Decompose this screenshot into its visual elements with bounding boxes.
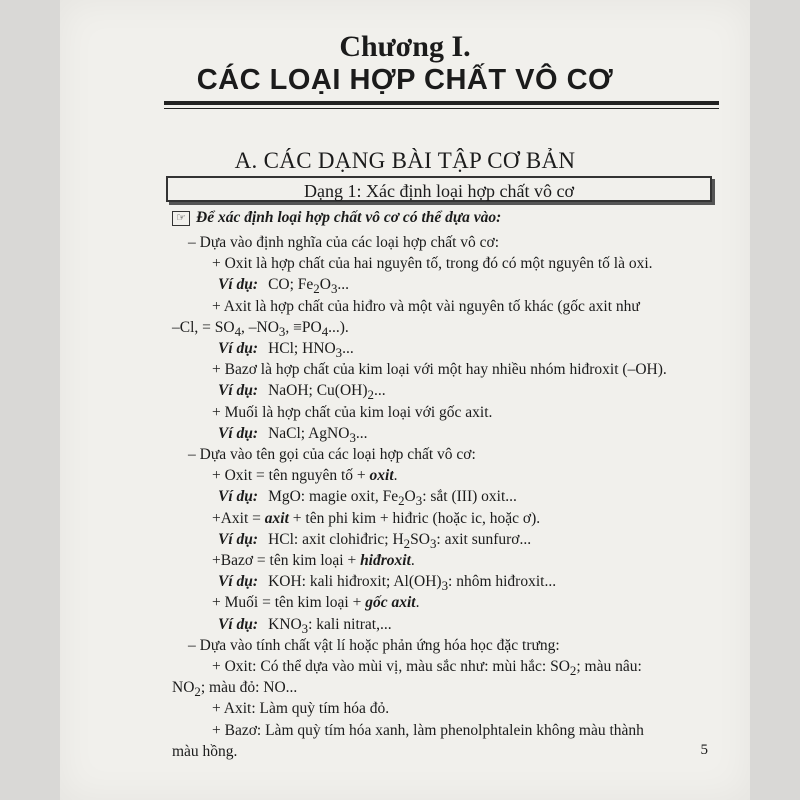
intro-line: [172, 209, 501, 227]
title-rule-thick: [164, 101, 719, 105]
page-number: 5: [700, 742, 708, 758]
text-line: Ví dụ: NaCl; AgNO$_3$...: [218, 424, 368, 445]
dang-heading-box: Dạng 1: Xác định loại hợp chất vô cơ: [166, 176, 712, 202]
book-page: [60, 0, 750, 800]
section-heading: A. CÁC DẠNG BÀI TẬP CƠ BẢN: [234, 148, 576, 173]
text-line: + Axit: Làm quỳ tím hóa đỏ.: [212, 700, 390, 718]
text-line: $NO_2$; màu đỏ: NO...: [172, 679, 298, 700]
text-line: – Dựa vào tên gọi của các loại hợp chất vô cơ:: [188, 446, 476, 463]
text-line: + Oxit: Có thể dựa vào mùi vị, màu sắc như: mùi hắc: $SO_2$; màu nâu:: [212, 658, 642, 679]
intro-text: Để xác định loại hợp chất vô cơ có thể dựa vào:: [196, 209, 502, 226]
text-line: Ví dụ: KOH: kali hiđroxit; $Al(OH)_3$: nhôm hiđroxit...: [218, 573, 557, 594]
text-line: + Bazơ là hợp chất của kim loại với một hay nhiều nhóm hiđroxit (–OH).: [212, 361, 667, 379]
text-line: + Oxit = tên nguyên tố + oxit.: [212, 467, 398, 485]
text-line: + Muối là hợp chất của kim loại với gốc axit.: [212, 403, 493, 421]
text-line: – Dựa vào định nghĩa của các loại hợp chất vô cơ:: [188, 234, 500, 251]
text-line: Ví dụ: $KNO_3$: kali nitrat,...: [218, 615, 392, 636]
text-line: –Cl, = $SO_4$, $-NO_3$, $\equiv PO_4$...).: [172, 318, 349, 339]
title-rule-thin: [164, 108, 719, 109]
text-line: Ví dụ: HCl; $HNO_3$...: [218, 340, 354, 361]
text-line: Ví dụ: HCl: axit clohiđric; $H_2SO_3$: axit sunfurơ...: [218, 530, 532, 551]
text-line: +Bazơ = tên kim loại + hiđroxit.: [212, 552, 415, 569]
chapter-title: CÁC LOẠI HỢP CHẤT VÔ CƠ: [196, 64, 614, 96]
text-line: – Dựa vào tính chất vật lí hoặc phản ứng hóa học đặc trưng:: [188, 636, 560, 654]
hand-pointing-icon: ☞: [172, 211, 190, 226]
text-line: +Axit = axit + tên phi kim + hiđric (hoặc ic, hoặc ơ).: [212, 509, 541, 527]
text-line: Ví dụ: NaOH; $Cu(OH)_2$...: [218, 382, 386, 403]
text-line: + Axit là hợp chất của hiđro và một vài nguyên tố khác (gốc axit như: [212, 297, 640, 315]
text-line: Ví dụ: MgO: magie oxit, $Fe_2O_3$: sắt (III) oxit...: [218, 488, 517, 509]
text-line: màu hồng.: [172, 742, 238, 760]
chapter-label: Chương I.: [339, 30, 471, 63]
text-line: Ví dụ: CO; $Fe_2O_3$...: [218, 276, 350, 297]
text-line: + Muối = tên kim loại + gốc axit.: [212, 594, 420, 612]
text-line: + Bazơ: Làm quỳ tím hóa xanh, làm phenolphtalein không màu thành: [212, 721, 644, 739]
text-line: + Oxit là hợp chất của hai nguyên tố, trong đó có một nguyên tố là oxi.: [212, 255, 653, 273]
